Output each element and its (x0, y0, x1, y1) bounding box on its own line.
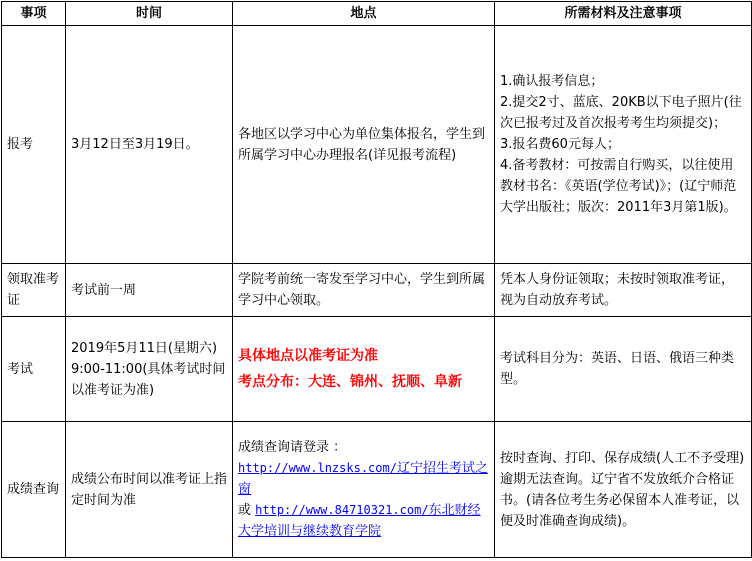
header-time: 时间 (66, 2, 233, 26)
table-row-admission-ticket (2, 264, 752, 317)
registration-note-1: 1.确认报考信息； (500, 74, 604, 89)
link-lnzsks-name[interactable]: 辽宁招生考试之窗 (238, 461, 488, 497)
exam-notes: 考试科目分为：英语、日语、俄语三种类型。 (495, 317, 752, 422)
table-row-exam (2, 317, 752, 422)
registration-place: 各地区以学习中心为单位集体报名，学生到所属学习中心办理报名(详见报考流程) (233, 26, 495, 264)
admission-ticket-notes: 凭本人身份证领取；未按时领取准考证，视为自动放弃考试。 (495, 264, 752, 317)
table-row-score-query (2, 422, 752, 558)
exam-item: 考试 (2, 317, 66, 422)
table-header-row (2, 2, 752, 26)
registration-note-4: 4.备考教材：可按需自行购买，以往使用教材书名：《英语(学位考试)》；(辽宁师范大学出版社；版次：2011年3月第1版)。 (500, 158, 737, 215)
link-dufe-url[interactable]: http://www.84710321.com/ (255, 503, 429, 517)
score-query-notes: 按时查询、打印、保存成绩(人工不予受理)逾期无法查询。辽宁省不发放纸介合格证书。(请各位考生务必保留本人准考证，以便及时准确查询成绩)。 (495, 422, 752, 558)
registration-note-2: 2.提交2寸、蓝底、20KB以下电子照片(往次已报考过及首次报考考生均须提交)； (500, 95, 742, 131)
admission-ticket-item: 领取准考证 (2, 264, 66, 317)
exam-place-line-1: 具体地点以准考证为准 (238, 348, 378, 364)
score-query-intro: 成绩查询请登录 ： (238, 440, 347, 455)
header-place: 地点 (233, 2, 495, 26)
or-word: 或 (238, 503, 252, 518)
registration-note-3: 3.报名费60元每人； (500, 137, 620, 152)
admission-ticket-place: 学院考前统一寄发至学习中心，学生到所属学习中心领取。 (233, 264, 495, 317)
link-dufe-name[interactable]: 东北财经大学培训与继续教育学院 (238, 503, 481, 539)
exam-place (233, 317, 495, 422)
score-query-time: 成绩公布时间以准考证上指定时间为准 (66, 422, 233, 558)
link-lnzsks-url[interactable]: http://www.lnzsks.com/ (238, 461, 397, 475)
registration-item: 报考 (2, 26, 66, 264)
exam-place-line-2: 考点分布：大连、锦州、抚顺、阜新 (238, 374, 462, 390)
registration-time: 3月12日至3月19日。 (66, 26, 233, 264)
score-query-item: 成绩查询 (2, 422, 66, 558)
registration-notes (495, 26, 752, 264)
header-item: 事项 (2, 2, 66, 26)
admission-ticket-time: 考试前一周 (66, 264, 233, 317)
exam-time: 2019年5月11日(星期六)9:00-11:00(具体考试时间以准考证为准) (66, 317, 233, 422)
table-row-registration (2, 26, 752, 264)
exam-schedule-table (1, 1, 752, 558)
header-notes: 所需材料及注意事项 (495, 2, 752, 26)
score-query-place (233, 422, 495, 558)
